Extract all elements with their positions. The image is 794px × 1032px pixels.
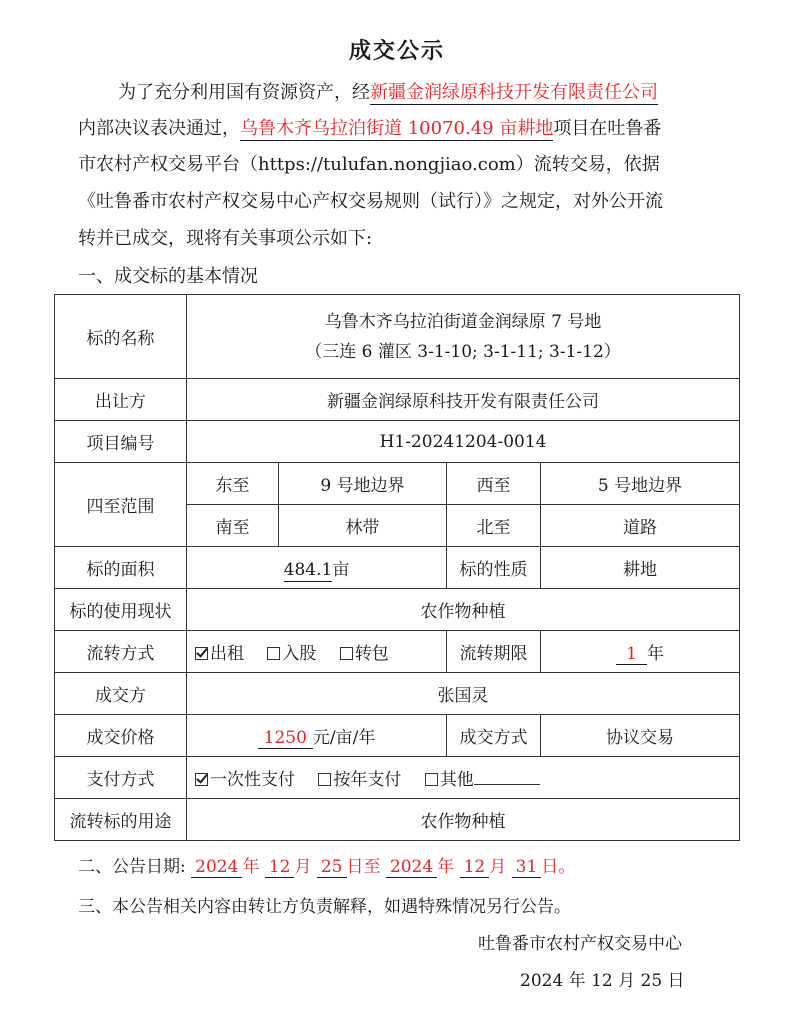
checkbox-empty-icon xyxy=(340,647,353,660)
intro-org: 新疆金润绿原科技开发有限责任公司 xyxy=(370,82,658,103)
start-month: 12 xyxy=(265,857,295,878)
intro-text-3: 项目在吐鲁番 xyxy=(553,118,662,139)
area-value: 484.1 xyxy=(283,560,333,580)
payment-option-lump-sum[interactable] xyxy=(195,770,295,790)
end-year: 2024 xyxy=(386,857,437,878)
signature-org: 吐鲁番市农村产权交易中心 xyxy=(478,934,682,954)
nature-value: 耕地 xyxy=(541,547,740,589)
transfer-option-lease[interactable] xyxy=(195,644,244,664)
page-title: 成交公示 xyxy=(348,38,445,64)
transfer-option-sublet[interactable] xyxy=(340,644,389,664)
payment-option-annual[interactable] xyxy=(318,770,401,790)
section-1-heading: 一、成交标的基本情况 xyxy=(78,266,258,287)
south-label: 南至 xyxy=(187,505,279,547)
east-label: 东至 xyxy=(187,463,279,505)
code-value: H1-20241204-0014 xyxy=(187,421,740,463)
intro-project: 乌鲁木齐乌拉泊街道 10070.49 亩耕地 xyxy=(240,118,554,139)
usage-value: 农作物种植 xyxy=(187,589,740,631)
payment-option-label: 一次性支付 xyxy=(210,770,295,790)
area-label: 标的面积 xyxy=(55,547,187,589)
transfer-option-label: 出租 xyxy=(210,644,244,664)
table-row xyxy=(55,295,740,379)
deal-info-table xyxy=(54,294,740,841)
table-row xyxy=(55,379,740,421)
date-prefix: 二、公告日期: xyxy=(78,857,192,877)
start-year: 2024 xyxy=(191,857,242,878)
section-2-date xyxy=(78,852,575,877)
term-label: 流转期限 xyxy=(447,631,541,673)
table-row xyxy=(55,799,740,841)
table-row xyxy=(55,715,740,757)
signature-date: 2024 年 12 月 25 日 xyxy=(520,971,685,991)
transfer-options xyxy=(187,631,447,673)
intro-line-3: 市农村产权交易平台（https://tulufan.nongjiao.com）流转交易，依据 xyxy=(78,154,660,175)
purpose-value: 农作物种植 xyxy=(187,799,740,841)
payment-label: 支付方式 xyxy=(55,757,187,799)
south-value: 林带 xyxy=(279,505,447,547)
west-value: 5 号地边界 xyxy=(541,463,740,505)
table-row xyxy=(55,757,740,799)
seller-label: 出让方 xyxy=(55,379,187,421)
payment-option-label: 按年支付 xyxy=(333,770,402,790)
payment-option-other[interactable] xyxy=(425,770,540,790)
start-month-unit: 月 xyxy=(294,857,312,877)
table-row xyxy=(55,673,740,715)
end-month: 12 xyxy=(460,857,490,878)
buyer-value: 张国灵 xyxy=(187,673,740,715)
name-line-2: （三连 6 灌区 3-1-10; 3-1-11; 3-1-12） xyxy=(305,341,621,362)
price-unit: 元/亩/年 xyxy=(312,728,376,748)
table-row xyxy=(55,589,740,631)
table-row xyxy=(55,463,740,505)
checkbox-checked-icon xyxy=(195,647,208,660)
area-unit: 亩 xyxy=(332,560,350,580)
transfer-option-label: 入股 xyxy=(282,644,317,664)
price-label: 成交价格 xyxy=(55,715,187,757)
start-year-unit: 年 xyxy=(242,857,260,877)
transfer-label: 流转方式 xyxy=(55,631,187,673)
seller-value: 新疆金润绿原科技开发有限责任公司 xyxy=(187,379,740,421)
table-row xyxy=(55,547,740,589)
end-year-unit: 年 xyxy=(437,857,455,877)
price-cell xyxy=(187,715,447,757)
price-value: 1250 xyxy=(258,728,313,749)
bounds-label: 四至范围 xyxy=(55,463,187,547)
start-day-unit: 日至 xyxy=(346,857,381,877)
deal-method-value: 协议交易 xyxy=(541,715,740,757)
north-label: 北至 xyxy=(447,505,541,547)
checkbox-empty-icon xyxy=(425,773,438,786)
end-day-unit: 日。 xyxy=(541,857,576,877)
purpose-label: 流转标的用途 xyxy=(55,799,187,841)
name-line-1: 乌鲁木齐乌拉泊街道金润绿原 7 号地 xyxy=(324,311,602,332)
name-label: 标的名称 xyxy=(55,295,187,379)
deal-method-label: 成交方式 xyxy=(447,715,541,757)
intro-line-2 xyxy=(78,114,728,144)
section-3-note: 三、本公告相关内容由转让方负责解释，如遇特殊情况另行公告。 xyxy=(78,897,571,917)
other-blank-line xyxy=(474,768,540,785)
checkbox-empty-icon xyxy=(318,773,331,786)
transfer-option-share[interactable] xyxy=(267,644,316,664)
start-day: 25 xyxy=(317,857,347,878)
intro-line-1 xyxy=(118,78,728,108)
intro-line-5: 转并已成交，现将有关事项公示如下: xyxy=(78,228,373,249)
payment-option-label: 其他 xyxy=(439,770,474,790)
end-day: 31 xyxy=(512,857,542,878)
code-label: 项目编号 xyxy=(55,421,187,463)
payment-options xyxy=(187,757,740,799)
term-value: 1 xyxy=(616,644,647,665)
usage-label: 标的使用现状 xyxy=(55,589,187,631)
north-value: 道路 xyxy=(541,505,740,547)
east-value: 9 号地边界 xyxy=(279,463,447,505)
table-row xyxy=(55,421,740,463)
name-cell xyxy=(187,295,740,379)
term-unit: 年 xyxy=(646,644,664,664)
transfer-option-label: 转包 xyxy=(354,644,389,664)
term-cell xyxy=(541,631,740,673)
intro-line-4: 《吐鲁番市农村产权交易中心产权交易规则（试行）》之规定，对外公开流 xyxy=(78,191,663,212)
intro-text-2: 内部决议表决通过， xyxy=(78,118,240,139)
intro-text-1: 为了充分利用国有资源资产，经 xyxy=(118,82,370,103)
buyer-label: 成交方 xyxy=(55,673,187,715)
nature-label: 标的性质 xyxy=(447,547,541,589)
end-month-unit: 月 xyxy=(489,857,507,877)
west-label: 西至 xyxy=(447,463,541,505)
area-cell xyxy=(187,547,447,589)
table-row xyxy=(55,631,740,673)
checkbox-checked-icon xyxy=(195,773,208,786)
checkbox-empty-icon xyxy=(267,647,280,660)
